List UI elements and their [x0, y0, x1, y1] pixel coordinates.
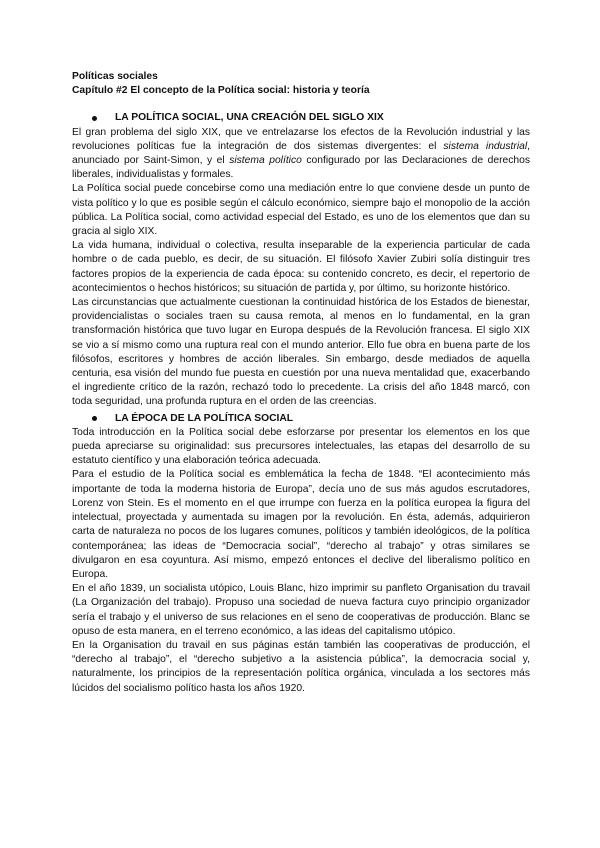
document-title: Políticas sociales — [72, 71, 158, 82]
paragraph: En el año 1839, un socialista utópico, Louis Blanc, hizo imprimir su panfleto Organisation du travail (La Organización del trabajo). Propuso una sociedad de nueva factura cuyo principio organizador sería el trabajo y el universo de sus relaciones en el seno de cooperativas de producción. Blanc se opuso de esta manera, en el terreno económico, a las ideas del capitalismo utópico. — [72, 583, 530, 637]
paragraph-text: , anunciado por Saint-Simon, y el — [72, 140, 530, 167]
paragraph: Para el estudio de la Política social es emblemática la fecha de 1848. “El acontecimiento más importante de toda la moderna historia de Europa”, decía uno de sus más agudos escrutadores, Lorenz von Stein. Es el momento en el que irrumpe con fuerza en la política europea la figura del intelectual, proyectada y aumentada su imagen por la revolución. En ésta, además, adquirieron carta de naturaleza no pocos de los lugares comunes, políticos y también ideológicos, de la política contemporánea; las ideas de “Democracia social”, “derecho al trabajo” y otras similares se divulgaron en esa coyuntura. Así mismo, empezó entonces el declive del liberalismo político en Europa. — [72, 469, 530, 580]
bullet-icon — [92, 116, 97, 121]
section-heading-2 — [72, 412, 530, 426]
document-page — [72, 70, 530, 696]
paragraph-text: configurado por las Declaraciones de derechos liberales, individualistas y formales. — [72, 155, 530, 181]
chapter-title: Capítulo #2 El concepto de la Política social: historia y teoría — [72, 85, 370, 97]
bullet-icon — [92, 416, 97, 421]
paragraph-text: El gran problema del siglo XIX, que ve entrelazarse los efectos de la Revolución industrial y las revoluciones políticas fue la integración de dos sistemas divergentes: el — [72, 126, 530, 152]
paragraph: Las circunstancias que actualmente cuestionan la continuidad histórica de los Estados de bienestar, providencialistas o sociales traen su causa remota, al menos en lo fundamental, en la gran transformación histórica que tuvo lugar en Europa después de la Revolución francesa. El siglo XIX se vio a sí mismo como una ruptura real con el mundo anterior. Ello fue obra en buena parte de los filósofos, escritores y hombres de acción liberales. Sin embargo, desde mediados de aquella centuria, esa visión del mundo fue puesta en cuestión por una nueva mentalidad que, exacerbando el ingrediente crítico de la razón, rechazó todo lo precedente. La crisis del año 1848 marcó, con toda seguridad, una profunda ruptura en el orden de las creencias. — [72, 297, 530, 408]
section-heading-2-text: LA ÉPOCA DE LA POLÍTICA SOCIAL — [115, 412, 294, 424]
section-heading-1-text: LA POLÍTICA SOCIAL, UNA CREACIÓN DEL SIGLO XIX — [115, 112, 384, 124]
section-heading-1 — [72, 111, 530, 125]
italic-term: sistema industrial — [443, 140, 528, 152]
paragraph: La vida humana, individual o colectiva, resulta inseparable de la experiencia particular de cada hombre o de cada pueblo, es decir, de su situación. El filósofo Xavier Zubiri solía distinguir tres factores propios de la experiencia de cada época: su contenido concreto, es decir, el repertorio de acontecimientos o hechos históricos; su situación de partida y, por último, su horizonte histórico. — [72, 240, 530, 294]
paragraph: La Política social puede concebirse como una mediación entre lo que conviene desde un punto de vista político y lo que es posible según el cálculo económico, siempre bajo el monopolio de la acción pública. La Política social, como actividad especial del Estado, es uno de los elementos que dan su gracia al siglo XIX. — [72, 183, 530, 238]
paragraph: En la Organisation du travail en sus páginas están también las cooperativas de producción, el “derecho al trabajo”, el “derecho subjetivo a la asistencia pública”, la democracia social y, naturalmente, los principios de la representación política orgánica, vinculada a los sectores más lúcidos del socialismo político hasta los años 1920. — [72, 639, 530, 694]
italic-term: sistema político — [229, 155, 302, 167]
paragraph — [72, 126, 530, 183]
paragraph: Toda introducción en la Política social debe esforzarse por presentar los elementos en los que pueda apreciarse su originalidad: sus precursores intelectuales, las etapas del desarrollo de su estatuto científico y una elaboración teórica adecuada. — [72, 426, 530, 467]
